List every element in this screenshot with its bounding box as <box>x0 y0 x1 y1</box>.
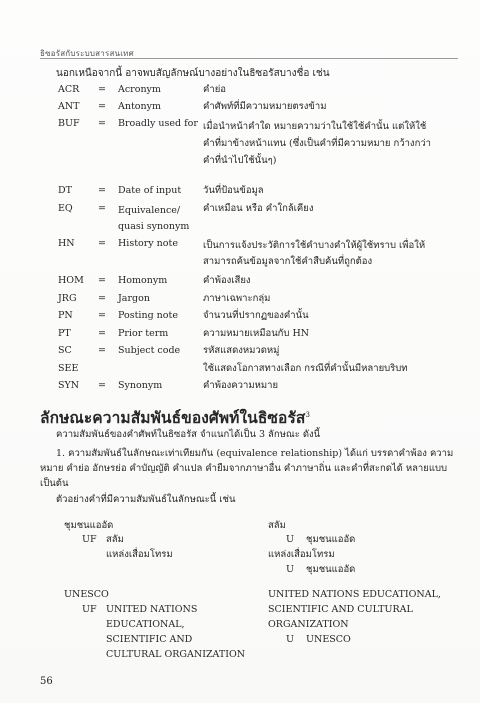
example-relation-code: U <box>286 534 295 545</box>
abbr-code: HOM <box>58 275 84 286</box>
abbr-equals: = <box>98 238 106 249</box>
abbr-equals: = <box>98 185 106 196</box>
abbr-description: คำศัพท์ที่มีความหมายตรงข้าม <box>203 101 327 112</box>
abbr-code: EQ <box>58 203 73 214</box>
example-line: SCIENTIFIC AND CULTURAL <box>268 604 413 615</box>
abbr-description: เมื่อนำหน้าคำใด หมายความว่าในใช้ใช้คำนั้น แต่ให้ใช้คำที่มาข้างหน้าแทน (ซึ่งเป็นคำที่มีความหมาย กว้างกว่าคำที่นำไปใช้นั้นๆ) <box>203 121 431 166</box>
abbr-term: Date of input <box>118 185 182 196</box>
abbr-term: Homonym <box>118 275 168 286</box>
abbr-equals: = <box>98 275 106 286</box>
example-relation-code: U <box>286 634 295 645</box>
example-line: UNITED NATIONS <box>106 604 198 615</box>
abbr-equals: = <box>98 101 106 112</box>
abbr-code: JRG <box>58 293 77 304</box>
abbr-description: ความหมายเหมือนกับ HN <box>203 328 310 339</box>
abbr-code: DT <box>58 185 72 196</box>
abbr-description: ภาษาเฉพาะกลุ่ม <box>203 293 271 304</box>
example-line: CULTURAL ORGANIZATION <box>106 649 246 660</box>
section-heading <box>40 405 310 430</box>
abbr-description: ใช้แสดงโอกาสทางเลือก กรณีที่คำนั้นมีหลายบริบท <box>203 363 408 374</box>
abbr-equals: = <box>98 310 106 321</box>
abbr-term: Subject code <box>118 345 181 356</box>
abbr-code: SYN <box>58 380 80 391</box>
abbr-code: HN <box>58 238 75 249</box>
abbr-code: BUF <box>58 118 80 129</box>
example-term: UNESCO <box>306 634 351 645</box>
example-term: แหล่งเสื่อมโทรม <box>268 549 335 560</box>
example-term: ชุมชนแออัด <box>306 534 356 545</box>
abbr-description: คำเหมือน หรือ คำใกล้เคียง <box>203 203 314 214</box>
example-relation-code: U <box>286 564 295 575</box>
abbr-description: คำย่อ <box>203 84 226 95</box>
abbr-code: SC <box>58 345 72 356</box>
abbr-description: คำพ้องเสียง <box>203 275 251 286</box>
example-term: สลัม <box>268 520 286 531</box>
body-paragraph: 1. ความสัมพันธ์ในลักษณะเท่าเทียมกัน (equivalence relationship) ได้แก่ บรรดาคำพ้อง ความหมาย คำย่อ อักษรย่อ คำบัญญัติ คำแปล คำยืมจากภาษาอื่น คำภาษาถิ่น และคำที่สะกดได้ หลายแบบ เป็นต้น <box>40 448 454 489</box>
example-term: ชุมชนแออัด <box>306 564 356 575</box>
example-relation-code: UF <box>82 604 97 615</box>
section-heading-text: ลักษณะความสัมพันธ์ของศัพท์ในธิซอรัส <box>40 408 306 427</box>
abbr-equals: = <box>98 345 106 356</box>
abbr-description: รหัสแสดงหมวดหมู่ <box>203 345 280 356</box>
body-paragraph: ตัวอย่างคำที่มีความสัมพันธ์ในลักษณะนี้ เช่น <box>56 494 236 505</box>
abbr-term: Broadly used for <box>118 118 198 129</box>
abbr-term: Acronym <box>118 84 161 95</box>
abbr-term: Antonym <box>118 101 162 112</box>
example-term: ชุมชนแออัด <box>64 520 114 531</box>
abbr-code: ANT <box>58 101 80 112</box>
abbr-term: Prior term <box>118 328 169 339</box>
footnote-marker: 3 <box>305 410 310 419</box>
abbr-description: เป็นการแจ้งประวัติการใช้คำบางคำให้ผู้ใช้ทราบ เพื่อให้สามารถค้นข้อมูลจากใช้คำสืบค้นที่ถูกต้อง <box>203 240 426 267</box>
abbr-description: คำพ้องความหมาย <box>203 380 279 391</box>
running-head: ธิซอรัสกับระบบสารสนเทศ <box>40 49 134 58</box>
body-paragraph: ความสัมพันธ์ของคำศัพท์ในธิซอรัส จำแนกได้เป็น 3 ลักษณะ ดังนี้ <box>56 429 321 440</box>
abbr-equals: = <box>98 203 106 214</box>
example-line: EDUCATIONAL, <box>106 619 185 630</box>
abbr-term: Synonym <box>118 380 163 391</box>
abbr-equals: = <box>98 293 106 304</box>
abbr-description: วันที่ป้อนข้อมูล <box>203 185 264 196</box>
abbr-equals: = <box>98 118 106 129</box>
example-line: ORGANIZATION <box>268 619 349 630</box>
example-line: UNITED NATIONS EDUCATIONAL, <box>268 589 441 600</box>
abbr-term: History note <box>118 238 178 249</box>
example-term: สลัม <box>106 534 124 545</box>
abbr-code: PN <box>58 310 73 321</box>
abbr-description: จำนวนที่ปรากฏของคำนั้น <box>203 310 309 321</box>
abbr-equals: = <box>98 328 106 339</box>
abbr-equals: = <box>98 380 106 391</box>
example-term: แหล่งเสื่อมโทรม <box>106 549 173 560</box>
example-relation-code: UF <box>82 534 97 545</box>
abbr-term: Equivalence/ quasi synonym <box>118 205 190 232</box>
abbr-code: SEE <box>58 363 79 374</box>
abbr-term: Posting note <box>118 310 178 321</box>
intro-text: นอกเหนือจากนี้ อาจพบสัญลักษณ์บางอย่างในธิซอรัสบางชื่อ เช่น <box>56 68 330 79</box>
header-rule <box>40 58 458 59</box>
abbr-equals: = <box>98 84 106 95</box>
abbr-term: Jargon <box>118 293 150 304</box>
abbr-code: ACR <box>58 84 80 95</box>
example-term: UNESCO <box>64 589 109 600</box>
abbr-code: PT <box>58 328 71 339</box>
page-number: 56 <box>40 676 53 687</box>
example-line: SCIENTIFIC AND <box>106 634 193 645</box>
